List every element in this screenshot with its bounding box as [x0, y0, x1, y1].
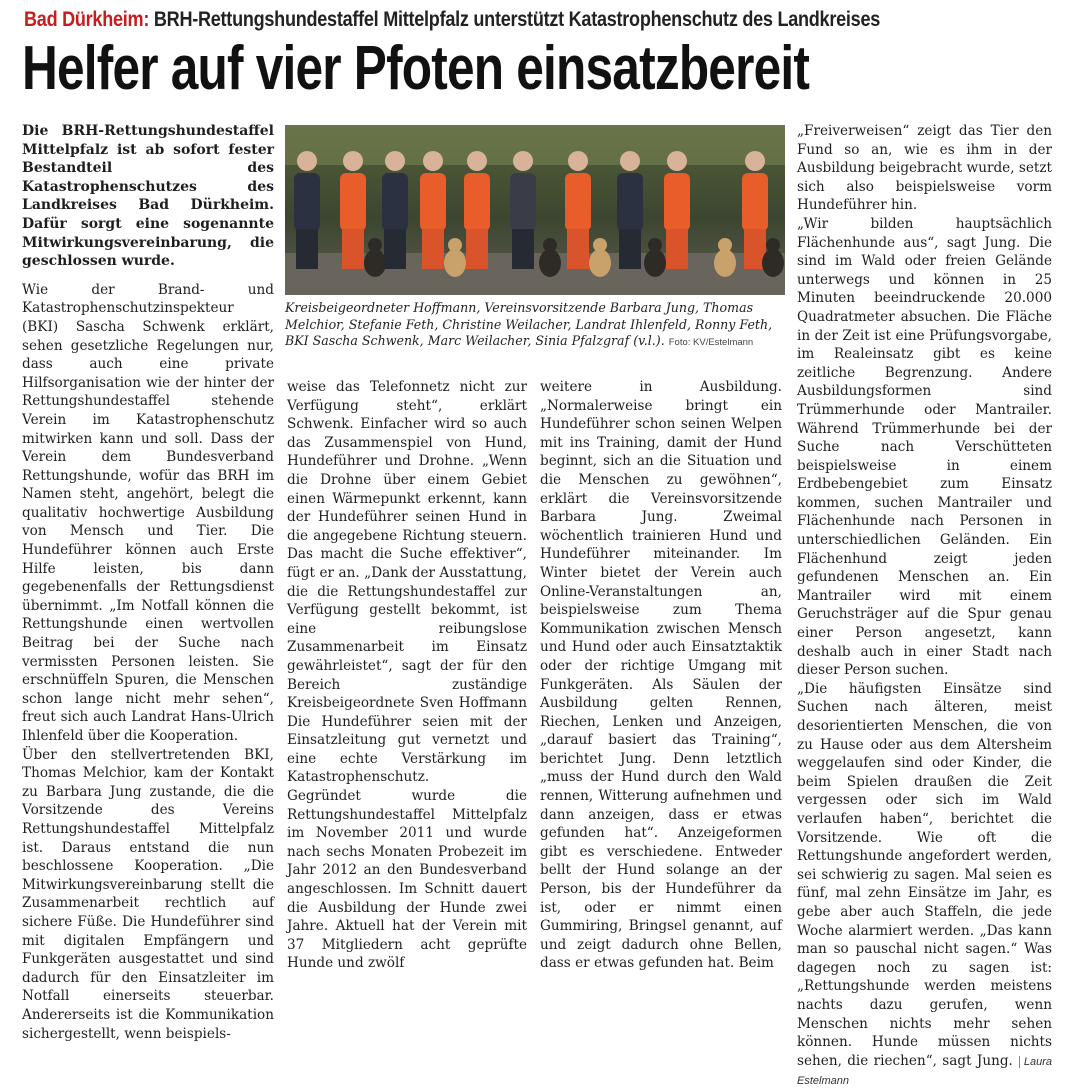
person-head	[568, 151, 588, 171]
person-head	[620, 151, 640, 171]
dog-head	[543, 238, 557, 252]
person-head	[667, 151, 687, 171]
person-legs	[384, 229, 406, 269]
person-body	[382, 173, 408, 231]
person-body	[510, 173, 536, 231]
dog-head	[368, 238, 382, 252]
person-head	[343, 151, 363, 171]
person-body	[340, 173, 366, 231]
dog	[364, 249, 386, 277]
person-body	[420, 173, 446, 231]
column-4	[797, 122, 1052, 1091]
author-signature: Laura Estelmann	[797, 1055, 1052, 1088]
col1-paragraph: Über den stellvertretenden BKI, Thomas Melchior, kam der Kontakt zu Barbara Jung zustande, die die Vorsitzende des Vereins Rettungshundestaffel Mittelpfalz ist. Daraus entstand die nun beschlossene Kooperation. „Die Mitwirkungsvereinbarung stellt die Zusammenarbeit rechtlich auf sichere Füße. Die Hundeführer sind mit digitalen Empfängern und Funkgeräten ausgestattet und sind dadurch für den Einsatzleiter im Notfall einerseits steuerbar. Andererseits ist die Kommunikation sichergestellt, wenn beispiels-	[22, 746, 274, 1042]
dog	[539, 249, 561, 277]
person-legs	[422, 229, 444, 269]
column-2	[287, 378, 527, 973]
kicker-place: Bad Dürkheim:	[24, 8, 150, 31]
col2-paragraph: Gegründet wurde die Rettungshundestaffel Mittelpfalz im November 2011 und wurde nach sechs Monaten Probezeit im Jahr 2012 an den Bundesverband angeschlossen. Im Schnitt dauert die Ausbildung der Hunde zwei Jahre. Aktuell hat der Verein mit 37 Mitgliedern acht geprüfte Hunde und zwölf	[287, 788, 527, 972]
person-body	[617, 173, 643, 231]
person-head	[745, 151, 765, 171]
dog	[444, 249, 466, 277]
col4-paragraph: „Freiverweisen“ zeigt das Tier den Fund so an, wie es ihm in der Ausbildung beigebracht wurde, setzt sich also beispielsweise vorm Hundeführer hin.	[797, 123, 1052, 214]
col2-paragraph: weise das Telefonnetz nicht zur Verfügung steht“, erklärt Schwenk. Einfacher wird so auch das Zusammenspiel von Hund, Hundeführer und Drohne. „Wenn die Drohne über einem Gebiet einen Wärmepunkt erkennt, kann der Hundeführer seinen Hund in die angegebene Richtung steuern. Das macht die Suche effektiver“, fügt er an. „Dank der Ausstattung, die die Rettungshundestaffel zur Verfügung gestellt bekommt, ist eine reibungslose Zusammenarbeit im Einsatz gewährleistet“, sagt der für den Bereich zuständige Kreisbeigeordnete Sven Hoffmann Die Hundeführer seien mit der Einsatzleitung gut vernetzt und eine echte Verstärkung im Katastrophenschutz.	[287, 379, 527, 786]
person-body	[742, 173, 768, 231]
col4-paragraph-text: „Die häufigsten Einsätze sind Suchen nach älteren, meist desorientierten Menschen, die von zu Hause oder aus dem Altersheim weggelaufen sind oder Kinder, die beim Spielen draußen die Zeit vergessen oder sich im Wald verlaufen haben“, berichtet die Vorsitzende. Wie oft die Rettungshunde angefordert werden, sei schwierig zu sagen. Mal seien es fünf, mal zehn Einsätze im Jahr, es gebe aber auch Staffeln, die jede Woche alarmiert werden. „Das kann man so pauschal nicht sagen.“ Was dagegen noch zu sagen ist: „Rettungshunde werden meistens nachts dazu gerufen, wenn Menschen nichts mehr sehen können. Hunde müssen nichts sehen, die riechen“, sagt Jung.	[797, 680, 1052, 1069]
person-legs	[342, 229, 364, 269]
dog	[714, 249, 736, 277]
article-kicker	[24, 8, 910, 32]
person-head	[423, 151, 443, 171]
group-photo	[285, 125, 785, 295]
person-body	[565, 173, 591, 231]
person-head	[513, 151, 533, 171]
kicker-text: BRH-Rettungshundestaffel Mittelpfalz unterstützt Katastrophenschutz des Landkreises	[153, 8, 881, 31]
col4-paragraph: „Wir bilden hauptsächlich Flächenhunde aus“, sagt Jung. Die sind im Wald oder freien Gelände unterwegs und können in 25 Minuten beeindruckende 20.000 Quadratmeter absuchen. Die Fläche in der Zeit ist eine Prüfungsvorgabe, im Realeinsatz gibt es keine zeitliche Begrenzung. Andere Ausbildungsformen sind Trümmerhunde oder Mantrailer. Während Trümmerhunde bei der Suche nach Verschütteten beispielsweise in einem Erdbebengebiet zum Einsatz kommen, suchen Mantrailer und Flächenhunde nach Personen in unterschiedlichen Geländen. Ein Flächenhund zeigt jeden gefundenen Menschen an. Ein Mantrailer wird mit einem Geruchsträger auf die Spur genau einer Person angesetzt, kann deshalb auch in einer Stadt nach dieser Person suchen.	[797, 215, 1052, 679]
person-legs	[666, 229, 688, 269]
photo-caption	[285, 300, 785, 352]
dog-head	[448, 238, 462, 252]
col3-paragraph: weitere in Ausbildung. „Normalerweise bringt ein Hundeführer schon seinen Welpen mit ins Training, damit der Hund beginnt, sich an die Situation und die Menschen zu gewöhnen“, erklärt die Vereinsvorsitzende Barbara Jung. Zweimal wöchentlich trainieren Hund und Hundeführer miteinander. Im Winter bietet der Verein auch Online-Veranstaltungen an, beispielsweise zum Thema Kommunikation zwischen Mensch und Hund oder auch Einsatztaktik oder der richtige Umgang mit Funkgeräten. Als Säulen der Ausbildung gelten Rennen, Riechen, Lenken und Anzeigen, „darauf basiert das Training“, berichtet Jung. Denn letztlich „muss der Hund durch den Wald rennen, Witterung aufnehmen und dann anzeigen, dass er etwas gefunden hat“. Anzeigeformen gibt es verschiedene. Entweder bellt der Hund solange an der Person, bis der Hundeführer da ist, oder er nimmt einen Gummiring, Bringsel genannt, auf und zeigt dadurch ohne Bellen, dass er etwas gefunden hat. Beim	[540, 379, 782, 972]
article-headline: Helfer auf vier Pfoten einsatzbereit	[22, 34, 810, 103]
dog-head	[766, 238, 780, 252]
col4-paragraph	[797, 680, 1052, 1091]
dog-head	[593, 238, 607, 252]
photo-caption-text: Kreisbeigeordneter Hoffmann, Vereinsvorsitzende Barbara Jung, Thomas Melchior, Stefanie Feth, Christine Weilacher, Landrat Ihlenfeld, Ronny Feth, BKI Sascha Schwenk, Marc Weilacher, Sinia Pfalzgraf (v.l.).	[285, 300, 773, 349]
person-legs	[296, 229, 318, 269]
dog-head	[648, 238, 662, 252]
dog	[589, 249, 611, 277]
person-body	[464, 173, 490, 231]
person-body	[294, 173, 320, 231]
article-lead: Die BRH-Rettungshundestaffel Mittelpfalz ist ab sofort fester Bestandteil des Katastrophenschutzes des Landkreises Bad Dürkheim. Dafür sorgt eine sogenannte Mitwirkungsvereinbarung, die geschlossen wurde.	[22, 123, 274, 270]
person-head	[297, 151, 317, 171]
person-legs	[466, 229, 488, 269]
person-head	[385, 151, 405, 171]
dog	[644, 249, 666, 277]
column-3	[540, 378, 782, 973]
dog-head	[718, 238, 732, 252]
col1-paragraph: Wie der Brand- und Katastrophenschutzinspekteur (BKI) Sascha Schwenk erklärt, sehen gesetzliche Regelungen nur, dass auch eine private Hilfsorganisation wie der hinter der Rettungshundestaffel stehende Verein im Katastrophenschutz mitwirken kann und soll. Dass der Verein dem Bundesverband Rettungshunde, wofür das BRH im Namen steht, angehört, belegt die qualitativ hochwertige Ausbildung von Mensch und Tier. Die Hundeführer können auch Erste Hilfe leisten, bis dann gegebenenfalls der Rettungsdienst übernimmt. „Im Notfall können die Rettungshunde einen wertvollen Beitrag bei der Suche nach vermissten Personen leisten. Sie erschnüffeln Spuren, die Menschen schon lange nicht mehr sehen“, freut sich auch Landrat Hans-Ulrich Ihlenfeld über die Kooperation.	[22, 281, 274, 744]
photo-credit: Foto: KV/Estelmann	[668, 337, 754, 349]
column-1	[22, 122, 274, 1043]
person-legs	[567, 229, 589, 269]
person-body	[664, 173, 690, 231]
person-head	[467, 151, 487, 171]
person-legs	[619, 229, 641, 269]
group-photo-image	[285, 125, 785, 295]
person-legs	[512, 229, 534, 269]
dog	[762, 249, 784, 277]
